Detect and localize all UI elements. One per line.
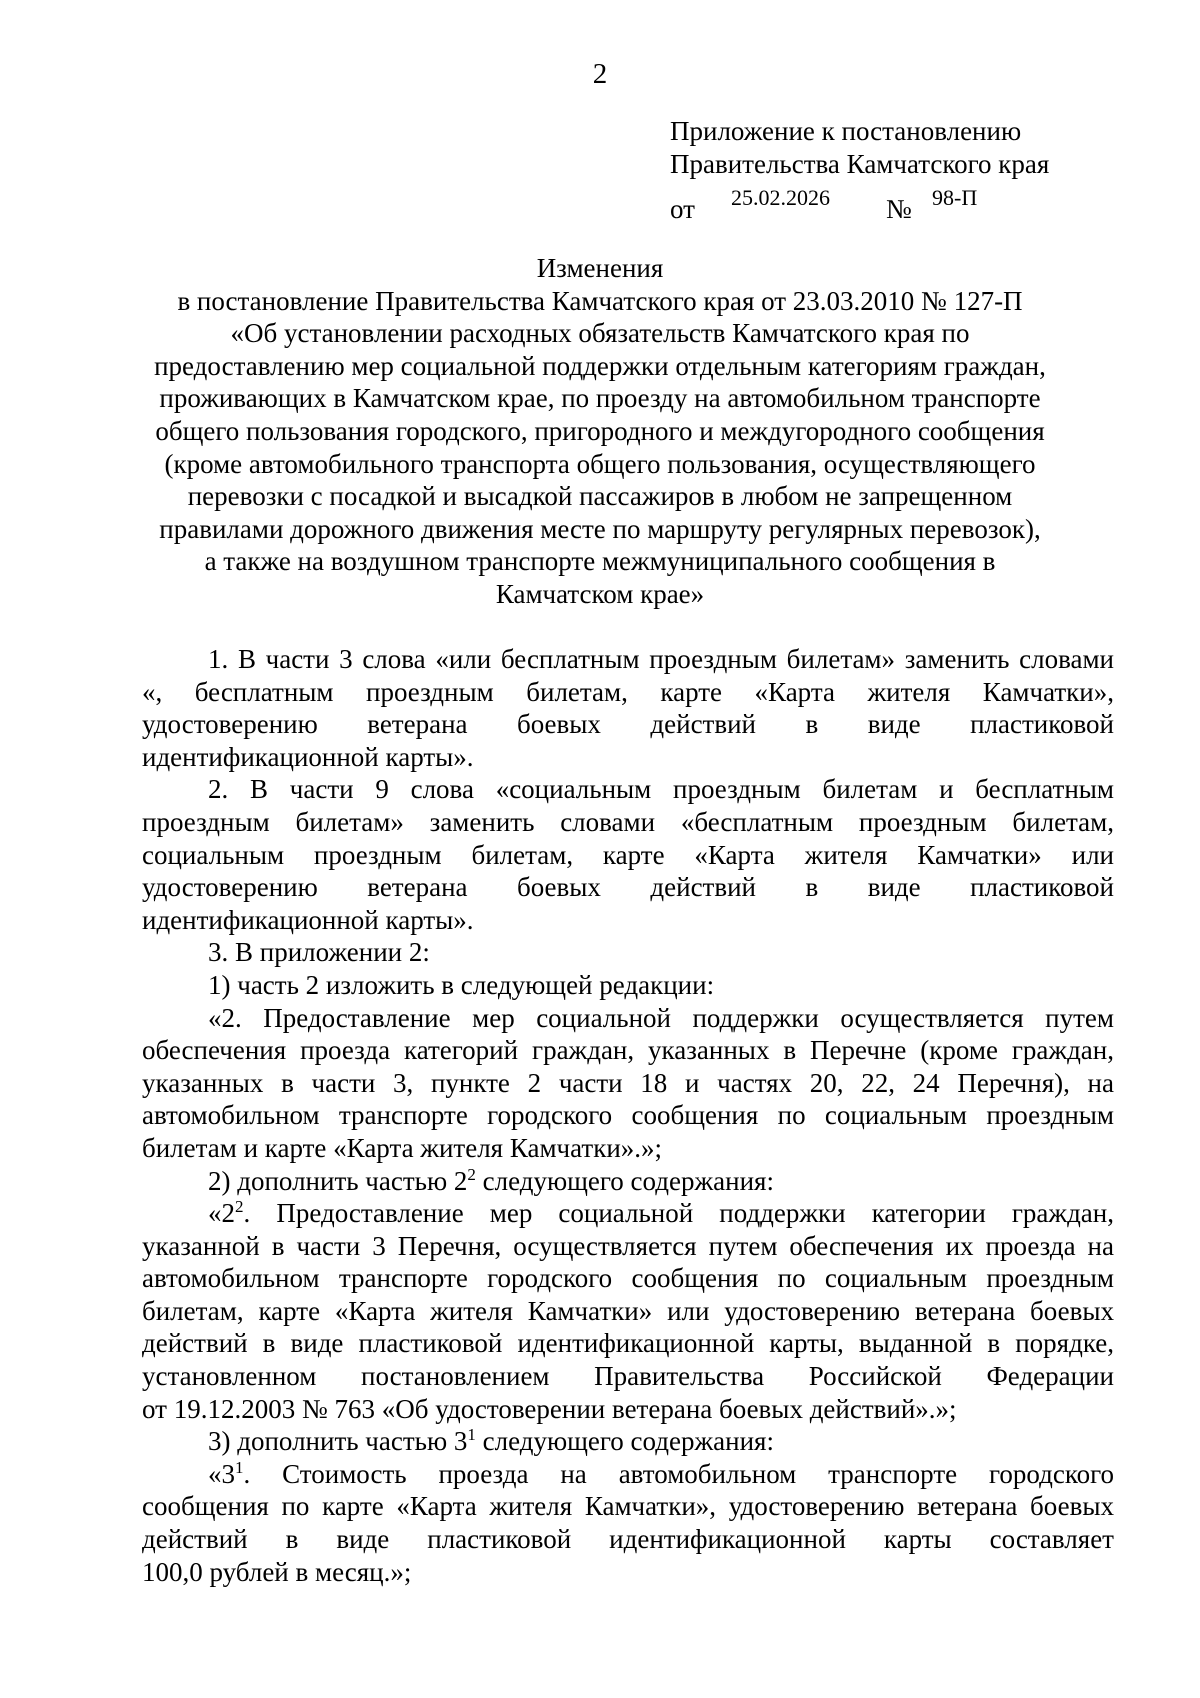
title-line: (кроме автомобильного транспорта общего пользования, осуществляющего — [164, 448, 1036, 479]
paragraph-5-line: автомобильном транспорте городского сообщения по социальным проездным — [142, 1100, 1114, 1131]
title-line: перевозки с посадкой и высадкой пассажиров в любом не запрещенном — [187, 481, 1013, 512]
paragraph-7-text: «2 — [208, 1198, 235, 1229]
superscript: 1 — [235, 1457, 244, 1477]
approval-number: 98-П — [932, 185, 978, 210]
paragraph-5-line: обеспечения проезда категорий граждан, указанных в Перечне (кроме граждан, — [142, 1035, 1114, 1066]
approval-ot-label: от — [670, 194, 695, 224]
approval-number-sign: № — [886, 194, 912, 224]
approval-line-1: Приложение к постановлению — [670, 116, 1022, 146]
title-line: проживающих в Камчатском крае, по проезду на автомобильном транспорте — [159, 383, 1041, 414]
paragraph-2-line: 2. В части 9 слова «социальным проездным билетам и бесплатным — [208, 774, 1114, 805]
paragraph-9-line: 100,0 рублей в месяц.»; — [142, 1556, 412, 1587]
paragraph-7-line: билетам, карте «Карта жителя Камчатки» или удостоверению ветерана боевых — [142, 1295, 1114, 1326]
paragraph-9-text: . Стоимость проезда на автомобильном транспорте городского — [243, 1458, 1114, 1489]
superscript: 2 — [467, 1164, 476, 1184]
paragraph-2-line: удостоверению ветерана боевых действий в виде пластиковой — [142, 872, 1114, 903]
paragraph-6 — [142, 1165, 1114, 1198]
title-line: в постановление Правительства Камчатского края от 23.03.2010 № 127-П — [177, 285, 1023, 316]
paragraph-9-line: действий в виде пластиковой идентификационной карты составляет — [142, 1524, 1114, 1555]
paragraph-5-line: указанных в части 3, пункте 2 части 18 и частях 20, 22, 24 Перечня), на — [142, 1067, 1114, 1098]
approval-meta — [670, 181, 1049, 224]
paragraph-9-line — [142, 1458, 1114, 1491]
paragraph-1-line: 1. В части 3 слова «или бесплатным проездным билетам» заменить словами — [208, 644, 1114, 674]
paragraph-8-text: 3) дополнить частью 3 — [208, 1426, 468, 1457]
paragraph-7-line: от 19.12.2003 № 763 «Об удостоверении ветерана боевых действий».»; — [142, 1393, 957, 1424]
page-number: 2 — [592, 58, 608, 90]
paragraph-6-text: следующего содержания: — [475, 1165, 774, 1196]
paragraph-7-line — [142, 1197, 1114, 1230]
superscript: 1 — [467, 1425, 476, 1445]
approval-date: 25.02.2026 — [731, 185, 830, 210]
paragraph-7-line: установленном постановлением Правительства Российской Федерации — [142, 1361, 1114, 1392]
paragraph-8 — [142, 1425, 1114, 1458]
paragraph-2-line: социальным проездным билетам, карте «Карта жителя Камчатки» или — [142, 839, 1114, 870]
paragraph-7-line: указанной в части 3 Перечня, осуществляется путем обеспечения их проезда на — [142, 1230, 1114, 1261]
paragraph-5-line: билетам и карте «Карта жителя Камчатки».»; — [142, 1132, 663, 1163]
paragraph-1-line: удостоверению ветерана боевых действий в виде пластиковой — [142, 709, 1114, 740]
paragraph-6-text: 2) дополнить частью 2 — [208, 1165, 468, 1196]
title-line: Камчатском крае» — [495, 578, 705, 609]
title-heading: Изменения — [536, 253, 664, 283]
paragraph-1-line: идентификационной карты». — [142, 741, 474, 772]
paragraph-3: 3. В приложении 2: — [208, 937, 430, 968]
approval-stamp — [670, 115, 1050, 224]
title-line: правилами дорожного движения месте по маршруту регулярных перевозок), — [159, 513, 1041, 544]
superscript: 2 — [235, 1197, 244, 1217]
paragraph-9-text: «3 — [208, 1458, 235, 1489]
title-line: предоставлению мер социальной поддержки отдельным категориям граждан, — [154, 350, 1046, 381]
paragraph-8-text: следующего содержания: — [475, 1426, 774, 1457]
paragraph-7-line: действий в виде пластиковой идентификационной карты, выданной в порядке, — [142, 1328, 1114, 1359]
title-line: «Об установлении расходных обязательств Камчатского края по — [230, 318, 970, 349]
approval-line-2: Правительства Камчатского края — [670, 149, 1050, 179]
paragraph-7-text: . Предоставление мер социальной поддержки категории граждан, — [243, 1198, 1114, 1229]
paragraph-7-line: автомобильном транспорте городского сообщения по социальным проездным — [142, 1263, 1114, 1294]
paragraph-2-line: идентификационной карты». — [142, 904, 474, 935]
paragraph-9-line: сообщения по карте «Карта жителя Камчатки», удостоверению ветерана боевых — [142, 1491, 1114, 1522]
paragraph-2-line: проездным билетам» заменить словами «бесплатным проездным билетам, — [142, 806, 1114, 837]
title-line: а также на воздушном транспорте межмуниципального сообщения в — [204, 546, 996, 577]
document-title — [140, 252, 1060, 611]
document-body — [142, 643, 1114, 1588]
paragraph-1-line: «, бесплатным проездным билетам, карте «Карта жителя Камчатки», — [142, 676, 1114, 707]
title-line: общего пользования городского, пригородного и междугородного сообщения — [155, 415, 1045, 446]
paragraph-4: 1) часть 2 изложить в следующей редакции: — [208, 969, 715, 1000]
paragraph-5-line: «2. Предоставление мер социальной поддержки осуществляется путем — [208, 1002, 1114, 1033]
